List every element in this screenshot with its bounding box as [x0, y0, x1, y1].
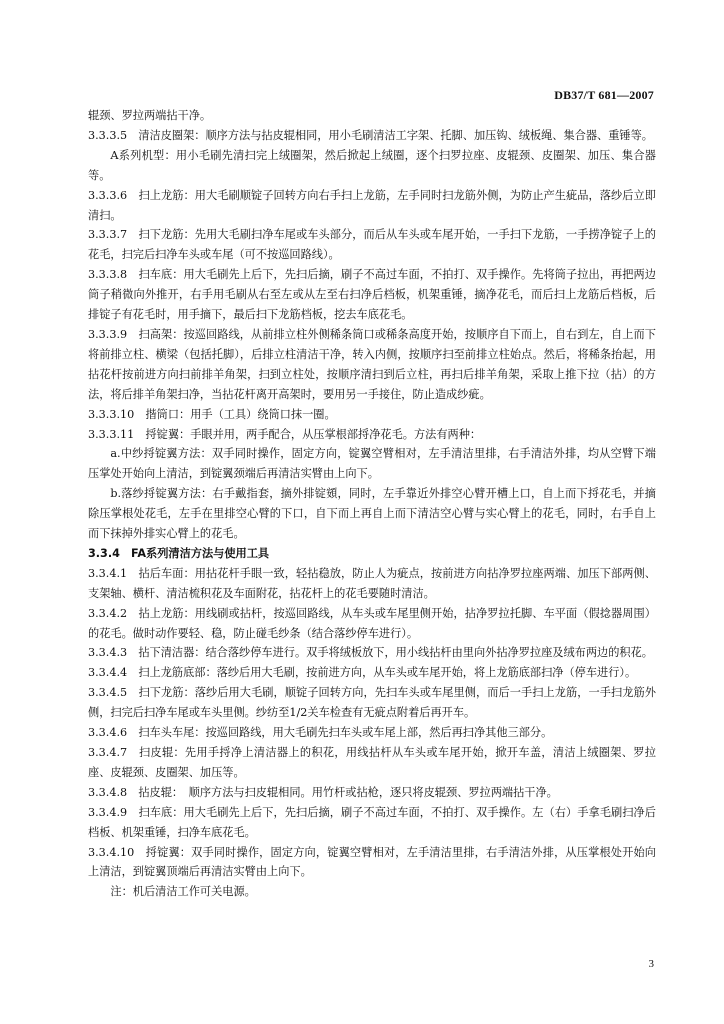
method-a: a.中纱捋锭翼方法：双手同时操作，固定方向，锭翼空臂相对，左手清洁里排，右手清洁外排，均从空臂下端压掌处开始向上清洁，到锭翼颈端后再清洁实臂由上向下。 — [88, 447, 656, 481]
clause-3-3-4-10: 3.3.4.10 捋锭翼：双手同时操作，固定方向，锭翼空臂相对，左手清洁里排，右手清洁外排，从压掌根处开始向上清洁，到锭翼顶端后再清洁实臂由上向下。 — [88, 845, 656, 879]
a-series-note: A系列机型：用小毛刷先清扫完上绒圈架，然后掀起上绒圈，逐个扫罗拉座、皮辊颈、皮圈架、加压、集合器等。 — [88, 148, 656, 182]
clause-3-3-3-5: 3.3.3.5 清洁皮圈架：顺序方法与拈皮辊相同，用小毛刷清洁工字架、托脚、加压钩、绒板绳、集合器、重锤等。 — [88, 128, 653, 142]
clause-3-3-4-9: 3.3.4.9 扫车底：用大毛刷先上后下，先扫后摘，刷子不高过车面，不拍打、双手操作。左（右）手拿毛刷扫净后档板、机架重锤，扫净车底花毛。 — [88, 805, 656, 839]
note: 注：机后清洁工作可关电源。 — [110, 885, 256, 899]
clause-3-3-3-10: 3.3.3.10 揩筒口：用手（工具）绕筒口抹一圈。 — [88, 407, 336, 421]
clause-3-3-4-1: 3.3.4.1 拈后车面：用拈花杆手眼一致，轻拈稳放，防止人为疵点，按前进方向拈净罗拉座两端、加压下部两侧、支架轴、横杆、清洁梳积花及车面附花，拈花杆上的花毛要随时清洁。 — [88, 566, 656, 600]
method-b: b.落纱捋锭翼方法：右手戴指套，摘外排锭頞，同时，左手靠近外排空心臂开槽上口，自上而下捋花毛，并摘除压掌根处花毛，左手在里排空心臂的下口，自下而上再自上而下清洁空心臂与实心臂上的花毛，同时，右手自上而下抹掉外排实心臂上的花毛。 — [88, 487, 656, 541]
page-number: 3 — [648, 958, 654, 970]
clause-3-3-4-7: 3.3.4.7 扫皮辊：先用手捋净上清洁器上的积花，用线拈杆从车头或车尾开始，掀开车盖，清洁上绒圈架、罗拉座、皮辊颈、皮圈架、加压等。 — [88, 746, 656, 779]
section-heading-3-3-4: 3.3.4 FA系列清洁方法与使用工具 — [88, 546, 270, 560]
paragraph-continuation: 辊颈、罗拉两端拈干净。 — [88, 109, 212, 122]
clause-3-3-3-7: 3.3.3.7 扫下龙筋：先用大毛刷扫净车尾或车头部分，而后从车头或车尾开始，一手扫下龙筋，一手捞净锭子上的花毛，扫完后扫净车头或车尾（可不按巡回路线）。 — [88, 228, 656, 262]
clause-3-3-4-8: 3.3.4.8 拈皮辊： 顺序方法与扫皮辊相同。用竹杆或拈枪，逐只将皮辊颈、罗拉两端拈干净。 — [88, 785, 558, 799]
clause-3-3-4-6: 3.3.4.6 扫车头车尾：按巡回路线，用大毛刷先扫车头或车尾上部，然后再扫净其他三部分。 — [88, 726, 553, 740]
clause-3-3-4-3: 3.3.4.3 拈下清洁器：结合落纱停车进行。双手将绒板放下，用小线拈杆由里向外拈净罗拉座及绒布两边的积花。 — [88, 646, 653, 660]
clause-3-3-4-5: 3.3.4.5 扫下龙筋：落纱后用大毛刷，顺锭子回转方向，先扫车头或车尾里侧，而后一手扫上龙筋，一手扫龙筋外侧，扫完后扫净车尾或车头里侧。纱纺至1/2关车检查有无疵点附着后再开车。 — [88, 686, 656, 720]
clause-3-3-4-2: 3.3.4.2 拈上龙筋：用线刷或拈杆，按巡回路线，从车头或车尾里侧开始，拈净罗拉托脚、车平面（假捻器周围）的花毛。做时动作要轻、稳，防止碰毛纱条（结合落纱停车进行）。 — [88, 606, 656, 640]
body-text — [88, 106, 656, 902]
clause-3-3-3-8: 3.3.3.8 扫车底：用大毛刷先上后下，先扫后摘，刷子不高过车面，不拍打、双手操作。先将筒子拉出，再把两边筒子稍微向外推开，右手用毛刷从右至左或从左至右扫净后档板，机架重锤，摘净花毛，而后扫上龙筋后档板，后排锭子有花毛时，用手摘下，最后扫下龙筋档板，挖去车底花毛。 — [88, 268, 656, 322]
clause-3-3-4-4: 3.3.4.4 扫上龙筋底部：落纱后用大毛刷，按前进方向，从车头或车尾开始，将上龙筋底部扫净（停车进行）。 — [88, 666, 637, 680]
clause-3-3-3-9: 3.3.3.9 扫高架：按巡回路线，从前排立柱外侧稀条筒口或稀条高度开始，按顺序自下而上，自右到左，自上而下将前排立柱、横梁（包括托脚），后排立柱清洁干净，转入内侧，按顺序扫至前排立柱始点。然后，将稀条抬起，用拈花杆按前进方向扫前排羊角架，扫到立柱处，按顺序清扫到后立柱，再扫后排羊角架，采取上推下拉（拈）的方法，将后排羊角架扫净，当拈花杆离开高架时，要用另一手接住，防止造成纱疵。 — [88, 327, 656, 401]
clause-3-3-3-6: 3.3.3.6 扫上龙筋：用大毛刷顺锭子回转方向右手扫上龙筋，左手同时扫龙筋外侧，为防止产生疵品，落纱后立即清扫。 — [88, 188, 656, 222]
clause-3-3-3-11: 3.3.3.11 捋锭翼：手眼并用，两手配合，从压掌根部捋净花毛。方法有两种： — [88, 427, 482, 441]
standard-number-header: DB37/T 681—2007 — [554, 88, 654, 102]
